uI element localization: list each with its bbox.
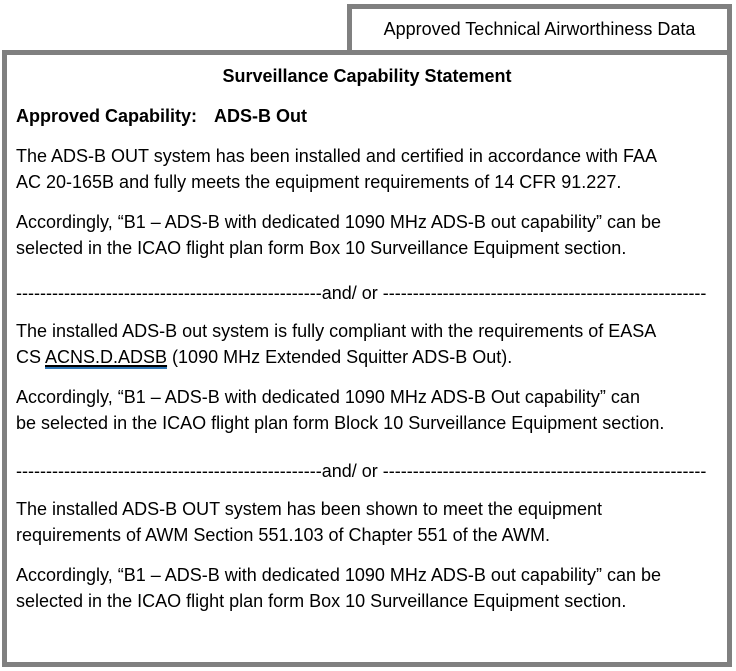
- text-line: AC 20-165B and fully meets the equipment requirements of 14 CFR 91.227.: [16, 172, 622, 192]
- awm-accordingly-paragraph: [16, 562, 718, 614]
- text-line: Accordingly, “B1 – ADS-B with dedicated 1090 MHz ADS-B Out capability” can: [16, 387, 640, 407]
- text-line: selected in the ICAO flight plan form Box 10 Surveillance Equipment section.: [16, 238, 627, 258]
- text-line: Accordingly, “B1 – ADS-B with dedicated 1090 MHz ADS-B out capability” can be: [16, 565, 661, 585]
- and-or-separator: ---------------------------------------------------and/ or ------------------------------------------------------: [16, 283, 707, 303]
- text-line: [16, 344, 718, 370]
- easa-accordingly-paragraph: [16, 384, 718, 436]
- text-line: be selected in the ICAO flight plan form Block 10 Surveillance Equipment section.: [16, 413, 665, 433]
- easa-compliance-paragraph: [16, 318, 718, 370]
- faa-compliance-paragraph: [16, 143, 718, 195]
- approved-capability-label: Approved Capability:: [16, 106, 198, 126]
- easa-cs-suffix: (1090 MHz Extended Squitter ADS-B Out).: [167, 347, 513, 367]
- easa-cs-prefix: CS: [16, 347, 46, 367]
- faa-accordingly-paragraph: [16, 209, 718, 261]
- text-line: selected in the ICAO flight plan form Box 10 Surveillance Equipment section.: [16, 591, 627, 611]
- text-line: The ADS-B OUT system has been installed and certified in accordance with FAA: [16, 146, 657, 166]
- approved-data-tab-label: Approved Technical Airworthiness Data: [383, 19, 696, 39]
- approved-capability-line: [16, 103, 718, 129]
- approved-capability-value: ADS-B Out: [214, 106, 308, 126]
- and-or-separator: ---------------------------------------------------and/ or ------------------------------------------------------: [16, 461, 707, 481]
- text-line: The installed ADS-B out system is fully compliant with the requirements of EASA: [16, 321, 657, 341]
- surveillance-capability-statement: [2, 50, 732, 667]
- awm-compliance-paragraph: [16, 496, 718, 548]
- text-line: Accordingly, “B1 – ADS-B with dedicated 1090 MHz ADS-B out capability” can be: [16, 212, 661, 232]
- statement-title: Surveillance Capability Statement: [222, 66, 512, 86]
- text-line: requirements of AWM Section 551.103 of Chapter 551 of the AWM.: [16, 525, 550, 545]
- approved-data-tab: [347, 4, 732, 50]
- text-line: The installed ADS-B OUT system has been shown to meet the equipment: [16, 499, 602, 519]
- acns-adsb-reference-link[interactable]: ACNS.D.ADSB: [45, 347, 168, 367]
